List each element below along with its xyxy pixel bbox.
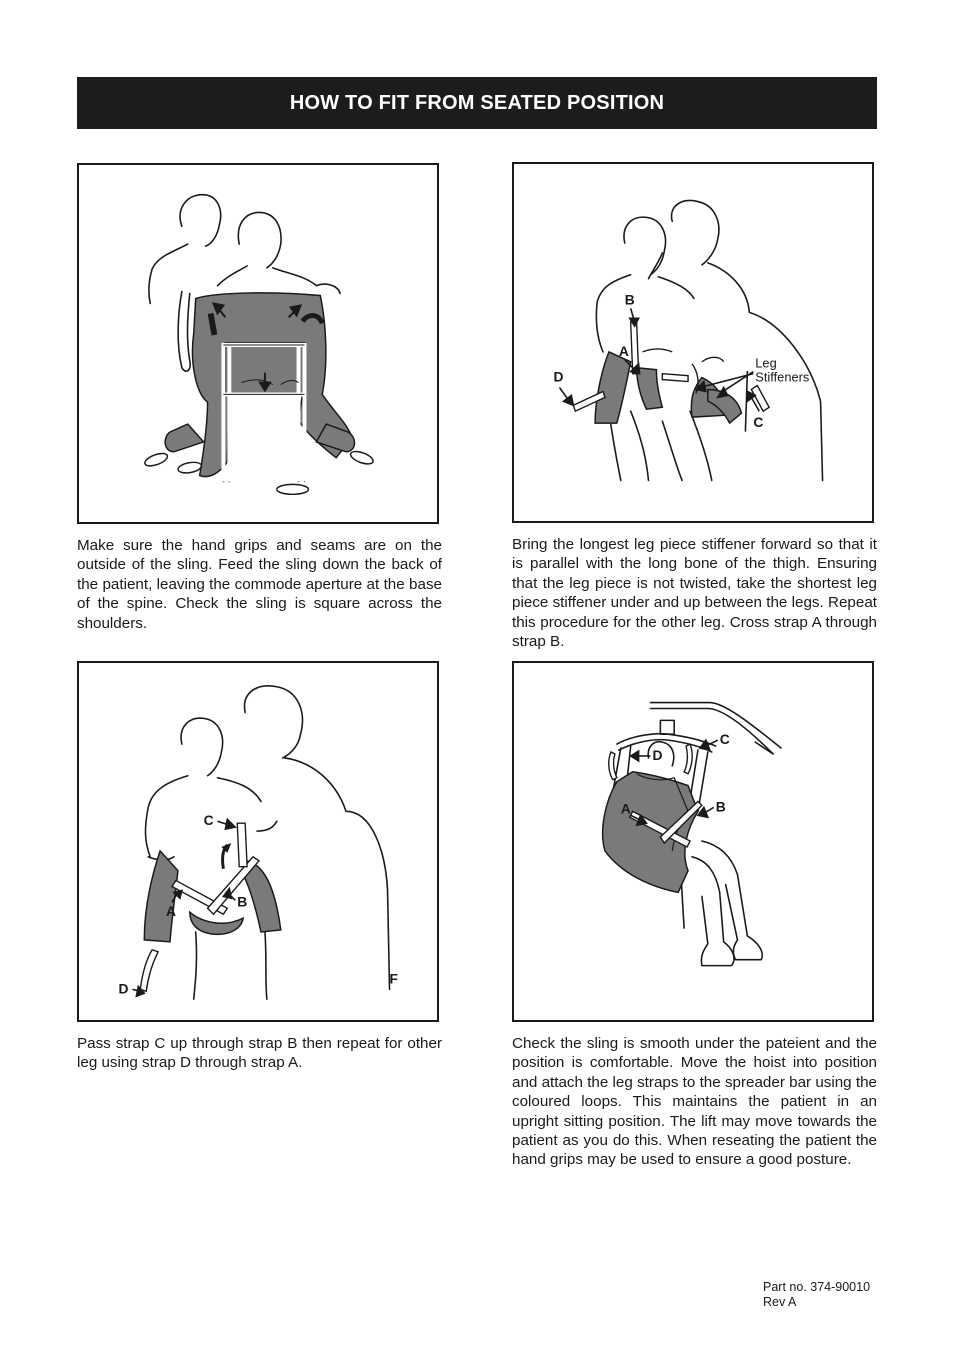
document-footer (763, 1280, 870, 1310)
strap-d-label: D (553, 368, 564, 385)
illustration-step-2 (512, 162, 874, 523)
marker-f-label: F (389, 970, 398, 987)
strap-b-label: B (624, 291, 635, 308)
strap-a-label: A (618, 342, 629, 359)
strap-c-label: C (203, 812, 214, 829)
strap-a-label: A (166, 903, 177, 920)
part-number: Part no. 374-90010 (763, 1280, 871, 1294)
step-4-caption: Check the sling is smooth under the pateient and the position is comfortable. Move the hoist into position and attach the leg straps to the spreader bar using the coloured loops. This maintains the patient in an upright sitting position. The lift may move towards the patient as you do this. When reseating the patient the hand grips may be used to ensure a good posture. (512, 1035, 877, 1169)
strap-c-label: C (719, 731, 730, 748)
hoist-attach-illustration (514, 663, 872, 1020)
strap-d-label: D (118, 980, 129, 997)
page-title: HOW TO FIT FROM SEATED POSITION (77, 77, 877, 129)
illustration-step-4 (512, 661, 874, 1022)
revision: Rev A (763, 1295, 797, 1309)
strap-b-label: B (237, 893, 248, 910)
strap-a-label: A (620, 800, 631, 817)
illustration-step-3 (77, 661, 439, 1022)
leg-stiffeners-label-1: Leg (755, 355, 777, 371)
step-3-caption: Pass strap C up through strap B then repeat for other leg using strap D through strap A. (77, 1035, 442, 1072)
step-1-caption: Make sure the hand grips and seams are on the outside of the sling. Feed the sling down the back of the patient, leaving the commode aperture at the base of the spine. Check the sling is square across the shoulders. (77, 537, 442, 632)
strap-b-label: B (715, 798, 726, 815)
strap-c-label: C (753, 414, 764, 431)
step-2-caption: Bring the longest leg piece stiffener forward so that it is parallel with the long bone of the thigh. Ensuring that the leg piece is not twisted, take the shortest leg piece stiffener under and up between the legs. Repeat this procedure for the other leg. Cross strap A through strap B. (512, 536, 877, 651)
sling-back-illustration (79, 165, 437, 522)
illustration-step-1 (77, 163, 439, 524)
leg-stiffener-illustration (514, 164, 872, 521)
strap-d-label: D (652, 746, 663, 763)
cross-strap-illustration (79, 663, 437, 1020)
leg-stiffeners-label-2: Stiffeners (755, 369, 810, 385)
